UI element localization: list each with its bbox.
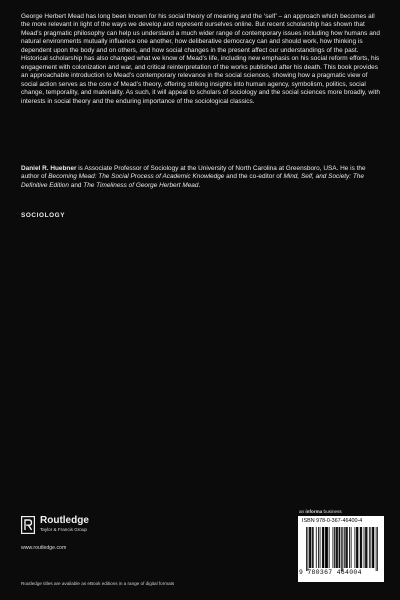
barcode-bar [349, 527, 350, 568]
barcode-bar [361, 527, 362, 568]
barcode-bar [376, 527, 377, 571]
isbn-barcode-panel [298, 516, 384, 582]
barcode-bar [346, 527, 347, 568]
barcode-bar [322, 527, 323, 568]
bio-text-2: and the co-editor of [224, 173, 284, 181]
barcode-bar [373, 527, 374, 568]
barcode-bar [334, 527, 335, 568]
barcode-bar [337, 527, 338, 568]
barcode-bar [327, 527, 328, 568]
barcode-bar [372, 527, 373, 568]
book-title-2: Mind, Self, and Society: The Definitive Edition [21, 173, 364, 189]
barcode-bar [361, 527, 362, 568]
bio-text-4: . [198, 181, 201, 189]
barcode-bar [320, 527, 321, 568]
barcode-bar [309, 527, 310, 568]
barcode-bar [318, 527, 319, 568]
barcode-bar [345, 527, 346, 568]
barcode-bar [351, 527, 352, 568]
barcode-bar [310, 527, 311, 568]
barcode-bar [325, 527, 326, 568]
subject-category: SOCIOLOGY [21, 212, 66, 219]
barcode-bar [311, 527, 312, 568]
barcode-bar [369, 527, 370, 568]
bio-text-1: is Associate Professor of Sociology at the University of North Carolina at Greensboro, USA. He is the author of [21, 165, 366, 181]
barcode-bar [364, 527, 365, 568]
routledge-r-logo-icon [21, 516, 35, 534]
barcode-bar [312, 527, 313, 568]
barcode-bar [344, 527, 345, 568]
book-blurb: George Herbert Mead has long been known for his social theory of meaning and the ‘self’ – an approach which becomes all the more relevant in light of the ways we develop and represent ourselves online. But recent scholarship has shown that Mead’s pragmatic philosophy can help us understand a much wider range of contemporary issues including how humans and natural environments mutually influence one another, how deliberative democracy can and should work, how thinking is dependent upon the body and on others, and how social changes in the present affect our understandings of the past. Historical scholarship has also changed what we know of Mead’s life, including new emphasis on his social reform efforts, his engagement with colonization and war, and critical reinterpretation of the works published after his death. This book provides an approachable introduction to Mead’s contemporary relevance in the social sciences, showing how a pragmatic view of social action serves as the core of Mead’s theory, offering striking insights into human agency, symbolism, politics, social change, temporality, and materiality. As such, it will appeal to scholars of sociology and the social sciences more broadly, with interests in social theory and the enduring importance of the sociological classics. [21, 13, 380, 105]
barcode-bar [339, 527, 340, 568]
barcode-bars [306, 527, 378, 571]
informa-business-label [299, 509, 342, 514]
barcode-bar [356, 527, 357, 568]
barcode-bar [336, 527, 337, 568]
barcode-bar [370, 527, 371, 568]
publisher-name: Routledge [40, 515, 89, 526]
publisher-website[interactable]: www.routledge.com [21, 545, 67, 551]
ebook-availability-note: Routledge titles are available as eBook editions in a range of digital formats [21, 581, 175, 586]
barcode-bar [341, 527, 342, 571]
barcode-bar [365, 527, 366, 568]
barcode-bar [342, 527, 343, 571]
barcode-bar [373, 527, 374, 568]
book-title-3: The Timeliness of George Herbert Mead [83, 181, 199, 189]
barcode-bar [355, 527, 356, 568]
barcode-bar [336, 527, 337, 568]
informa-suffix: business [322, 509, 342, 514]
publisher-tagline: Taylor & Francis Group [40, 527, 87, 532]
barcode-number: 9 780367 464004 [299, 569, 362, 576]
barcode-bar [357, 527, 358, 568]
barcode-bar [313, 527, 314, 568]
isbn-label: ISBN 978-0-367-46400-4 [302, 518, 363, 524]
barcode-bar [323, 527, 324, 568]
barcode-bar [323, 527, 324, 568]
barcode-bar [326, 527, 327, 568]
barcode-bar [377, 527, 378, 571]
informa-brand: informa [305, 509, 323, 514]
barcode-bar [360, 527, 361, 568]
barcode-bar [347, 527, 348, 568]
barcode-bar [333, 527, 334, 568]
informa-prefix: an [299, 509, 306, 514]
barcode-bar [367, 527, 368, 568]
barcode-bar [306, 527, 307, 571]
book-title-1: Becoming Mead: The Social Process of Academic Knowledge [48, 173, 225, 181]
barcode-bar [308, 527, 309, 571]
barcode-bar [326, 527, 327, 568]
barcode-bar [316, 527, 317, 568]
author-name: Daniel R. Huebner [21, 165, 77, 172]
barcode-bar [366, 527, 367, 568]
author-bio [21, 165, 383, 190]
barcode-bar [329, 527, 330, 568]
bio-text-3: and [68, 181, 84, 189]
barcode-bar [339, 527, 340, 568]
barcode-bar [358, 527, 359, 568]
